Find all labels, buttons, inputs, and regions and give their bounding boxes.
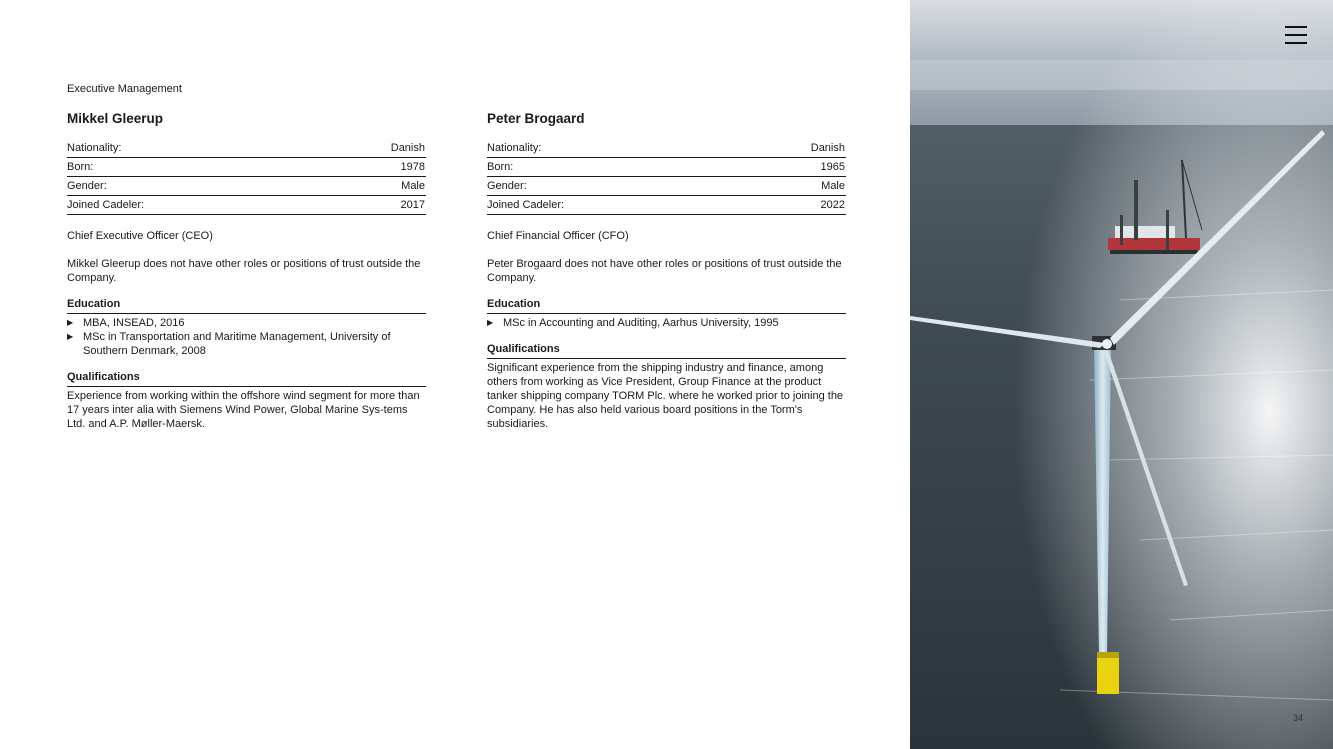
table-row xyxy=(67,158,426,177)
wind-turbine-photo xyxy=(910,0,1333,749)
table-row xyxy=(67,177,426,196)
fact-value: Male xyxy=(314,177,426,196)
positions-of-trust: Peter Brogaard does not have other roles or positions of trust outside the Company. xyxy=(487,258,842,284)
executive-role: Chief Financial Officer (CFO) xyxy=(487,230,629,242)
table-row xyxy=(67,139,426,158)
table-row xyxy=(487,139,846,158)
fact-label: Nationality: xyxy=(487,139,734,158)
fact-value: 2022 xyxy=(734,196,846,215)
list-item xyxy=(487,316,846,330)
education-heading: Education xyxy=(487,297,846,314)
fact-value: Male xyxy=(734,177,846,196)
executive-name: Mikkel Gleerup xyxy=(67,111,164,126)
education-entry: MSc in Accounting and Auditing, Aarhus University, 1995 xyxy=(503,317,779,329)
fact-label: Gender: xyxy=(67,177,314,196)
section-label: Executive Management xyxy=(67,83,182,95)
hamburger-menu-icon[interactable] xyxy=(1285,26,1307,46)
table-row xyxy=(67,196,426,215)
fact-label: Born: xyxy=(487,158,734,177)
education-heading: Education xyxy=(67,297,426,314)
fact-value: 2017 xyxy=(314,196,426,215)
executive-role: Chief Executive Officer (CEO) xyxy=(67,230,213,242)
executive-name: Peter Brogaard xyxy=(487,111,585,126)
fact-label: Joined Cadeler: xyxy=(487,196,734,215)
fact-label: Gender: xyxy=(487,177,734,196)
education-list xyxy=(487,316,846,330)
fact-value: Danish xyxy=(734,139,846,158)
qualifications-text: Experience from working within the offshore wind segment for more than 17 years inter alia with Siemens Wind Power, Global Marine Sys-tems Ltd. and A.P. Møller-Maersk. xyxy=(67,390,420,430)
triangle-right-bullet-icon: ▶ xyxy=(487,318,494,327)
executive-facts-table xyxy=(67,139,426,215)
triangle-right-bullet-icon: ▶ xyxy=(67,318,74,327)
list-item xyxy=(67,316,426,330)
fact-value: Danish xyxy=(314,139,426,158)
education-entry: MBA, INSEAD, 2016 xyxy=(83,317,185,329)
list-item xyxy=(67,330,426,358)
fact-value: 1965 xyxy=(734,158,846,177)
fact-label: Joined Cadeler: xyxy=(67,196,314,215)
fact-value: 1978 xyxy=(314,158,426,177)
triangle-right-bullet-icon: ▶ xyxy=(67,332,74,341)
table-row xyxy=(487,177,846,196)
positions-of-trust: Mikkel Gleerup does not have other roles or positions of trust outside the Company. xyxy=(67,258,421,284)
executive-facts-table xyxy=(487,139,846,215)
qualifications-heading: Qualifications xyxy=(487,342,846,359)
table-row xyxy=(487,196,846,215)
education-entry: MSc in Transportation and Maritime Management, University of Southern Denmark, 2008 xyxy=(83,331,391,357)
table-row xyxy=(487,158,846,177)
executive-card-cfo xyxy=(487,111,846,431)
fact-label: Nationality: xyxy=(67,139,314,158)
fact-label: Born: xyxy=(67,158,314,177)
wind-turbine-illustration xyxy=(910,0,1333,749)
qualifications-text: Significant experience from the shipping industry and finance, among others from working as Vice President, Group Finance at the product tanker shipping company TORM Plc. where he worked prior to joining the Company. He has also held various board positions in the Torm's subsidiaries. xyxy=(487,362,844,430)
education-list xyxy=(67,316,426,358)
qualifications-heading: Qualifications xyxy=(67,370,426,387)
page-number: 34 xyxy=(1293,713,1304,723)
executive-card-ceo xyxy=(67,111,426,431)
